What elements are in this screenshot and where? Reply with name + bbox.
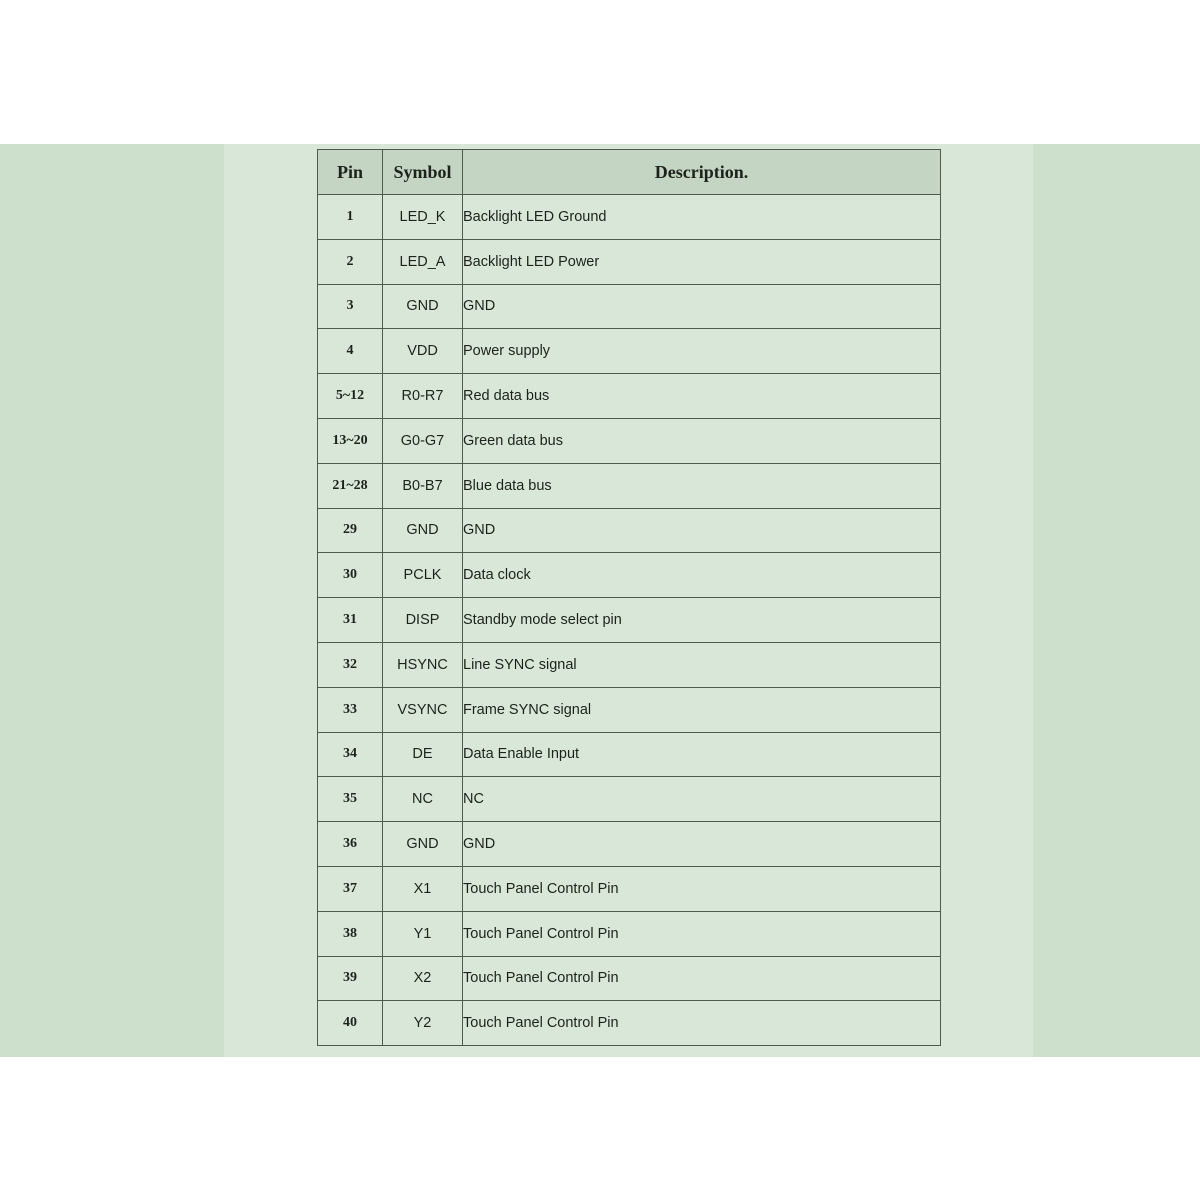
pin-symbol: DISP [383,598,463,643]
table-row [318,463,941,508]
pin-symbol: Y1 [383,911,463,956]
pin-number: 32 [318,642,383,687]
pin-number: 30 [318,553,383,598]
pin-number: 21~28 [318,463,383,508]
header-pin: Pin [318,150,383,195]
pin-number: 38 [318,911,383,956]
pin-symbol: DE [383,732,463,777]
pin-description: Data Enable Input [463,732,941,777]
pin-description: Touch Panel Control Pin [463,956,941,1001]
pin-description: Line SYNC signal [463,642,941,687]
pin-number: 34 [318,732,383,777]
table-row [318,598,941,643]
table-row [318,284,941,329]
pin-symbol: NC [383,777,463,822]
pin-symbol: GND [383,822,463,867]
pin-number: 3 [318,284,383,329]
header-symbol: Symbol [383,150,463,195]
pin-number: 36 [318,822,383,867]
pin-symbol: GND [383,284,463,329]
pin-symbol: X1 [383,866,463,911]
pin-symbol: HSYNC [383,642,463,687]
pin-description: Touch Panel Control Pin [463,1001,941,1046]
pin-number: 40 [318,1001,383,1046]
table-row [318,642,941,687]
table-body [318,195,941,1046]
pin-symbol: GND [383,508,463,553]
pin-description: GND [463,284,941,329]
table-row [318,866,941,911]
pin-number: 13~20 [318,418,383,463]
pin-description: Backlight LED Ground [463,195,941,240]
pin-symbol: X2 [383,956,463,1001]
table-row [318,732,941,777]
pin-assignment-table [317,149,941,1046]
table-row [318,508,941,553]
header-description: Description. [463,150,941,195]
pin-description: Standby mode select pin [463,598,941,643]
pin-description: Green data bus [463,418,941,463]
pin-description: Touch Panel Control Pin [463,911,941,956]
table-row [318,418,941,463]
pin-description: Power supply [463,329,941,374]
table-row [318,822,941,867]
pin-description: Blue data bus [463,463,941,508]
pin-number: 5~12 [318,374,383,419]
pin-symbol: G0-G7 [383,418,463,463]
pin-description: Red data bus [463,374,941,419]
pin-symbol: Y2 [383,1001,463,1046]
pin-number: 33 [318,687,383,732]
pin-description: Backlight LED Power [463,239,941,284]
pin-symbol: LED_K [383,195,463,240]
pin-symbol: R0-R7 [383,374,463,419]
table-row [318,777,941,822]
pin-description: GND [463,508,941,553]
table-header-row [318,150,941,195]
table-row [318,195,941,240]
pin-number: 1 [318,195,383,240]
pin-description: GND [463,822,941,867]
pin-symbol: B0-B7 [383,463,463,508]
pin-number: 2 [318,239,383,284]
pin-number: 29 [318,508,383,553]
pin-number: 4 [318,329,383,374]
table-row [318,911,941,956]
table-row [318,239,941,284]
table-row [318,329,941,374]
pin-number: 35 [318,777,383,822]
pin-description: NC [463,777,941,822]
pin-description: Frame SYNC signal [463,687,941,732]
table-row [318,687,941,732]
table-row [318,956,941,1001]
table-row [318,553,941,598]
pin-number: 31 [318,598,383,643]
pin-number: 39 [318,956,383,1001]
pin-symbol: VDD [383,329,463,374]
pin-description: Data clock [463,553,941,598]
pin-symbol: VSYNC [383,687,463,732]
pin-description: Touch Panel Control Pin [463,866,941,911]
pin-symbol: LED_A [383,239,463,284]
table-row [318,1001,941,1046]
pin-number: 37 [318,866,383,911]
pin-symbol: PCLK [383,553,463,598]
table-row [318,374,941,419]
